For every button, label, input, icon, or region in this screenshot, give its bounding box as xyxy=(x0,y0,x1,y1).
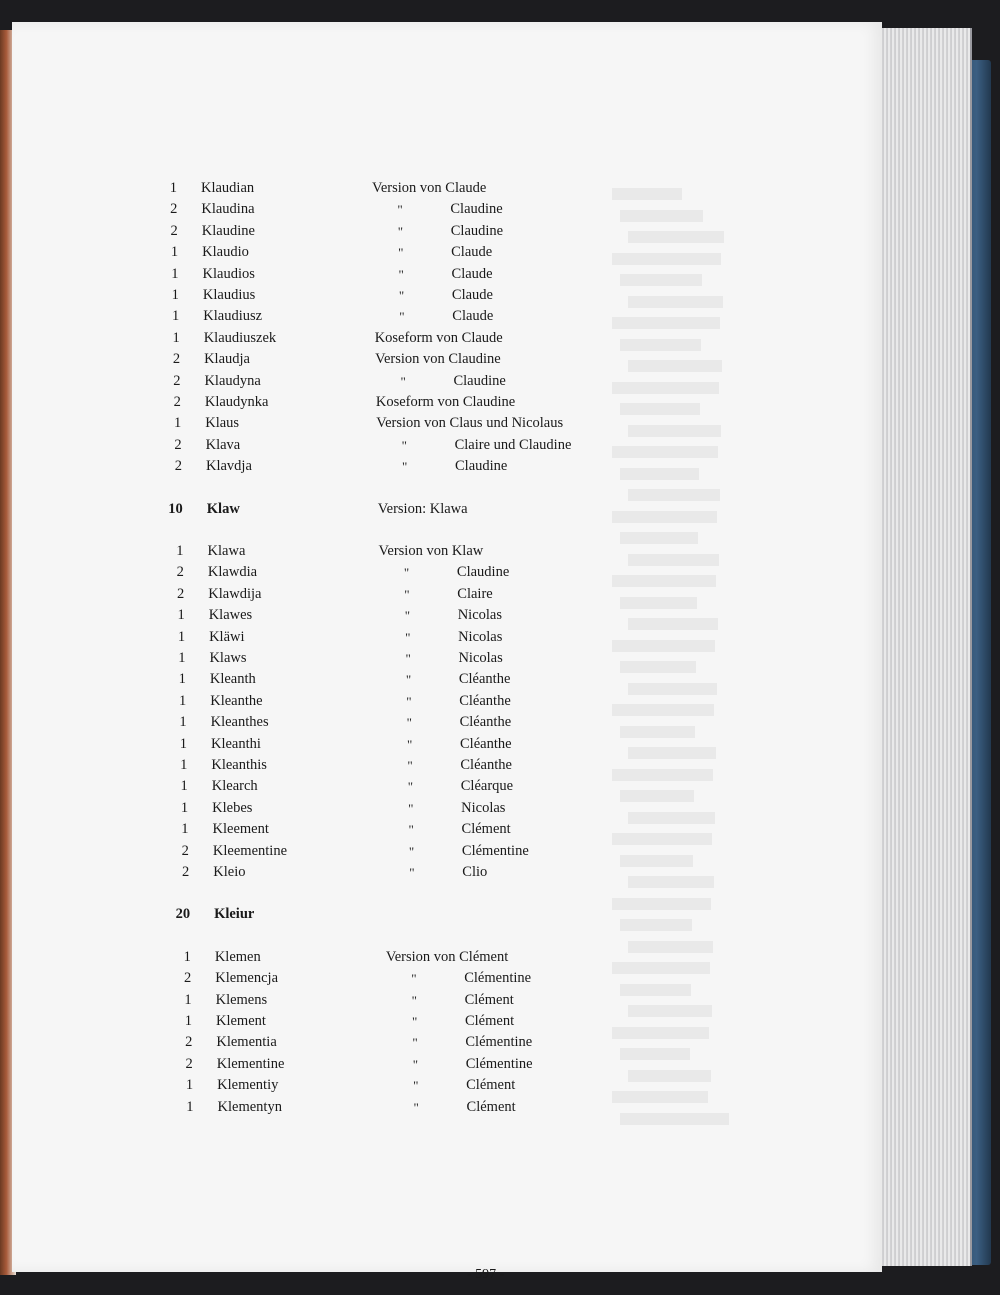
bleed-through-line xyxy=(628,618,718,630)
page-edges xyxy=(872,28,972,1266)
bleed-through-line xyxy=(620,855,693,867)
bleed-through-line xyxy=(628,231,724,243)
entry-name: Klaudiusz xyxy=(203,308,263,325)
bleed-through-line xyxy=(628,489,720,501)
bleed-through-line xyxy=(612,511,717,523)
ditto-mark: " xyxy=(399,309,405,325)
bleed-through-line xyxy=(612,833,712,845)
ditto-mark: " xyxy=(408,822,414,838)
ditto-mark: " xyxy=(398,288,405,303)
entry-description: Claudine xyxy=(453,372,506,389)
entry-count: 1 xyxy=(170,244,179,261)
entry-name: Klearch xyxy=(211,778,258,795)
entry-name: Klawes xyxy=(208,607,253,624)
entry-description: Claudine xyxy=(455,458,508,475)
entry-name: Klawa xyxy=(207,543,246,559)
entry-name: Klemens xyxy=(215,991,268,1008)
entry-description: Claire xyxy=(457,585,493,602)
ditto-mark: " xyxy=(397,202,403,218)
entry-description: Claudine xyxy=(450,201,503,218)
ditto-mark: " xyxy=(405,629,411,645)
entry-description: Version: Klawa xyxy=(377,500,468,517)
entry-description: Version von Claude xyxy=(372,180,487,196)
entry-count: 1 xyxy=(171,265,179,282)
entry-count: 1 xyxy=(178,692,187,709)
entry-name: Klaws xyxy=(209,650,247,666)
entry-name: Klawdia xyxy=(207,564,258,581)
entry-name: Klebes xyxy=(212,799,253,816)
ditto-mark: " xyxy=(405,651,411,666)
bleed-through-line xyxy=(620,984,691,996)
ditto-mark: " xyxy=(411,1014,418,1029)
entry-description: Clémentine xyxy=(464,970,532,987)
entry-description: Claude xyxy=(451,265,493,282)
entry-count: 1 xyxy=(179,714,187,731)
book-page xyxy=(12,22,882,1282)
ditto-mark: " xyxy=(402,459,408,475)
bleed-through-line xyxy=(628,941,713,953)
ditto-mark: " xyxy=(404,608,410,624)
entry-description: Clémentine xyxy=(465,1034,533,1051)
entry-name: Klemen xyxy=(214,948,261,965)
entry-description: Clément xyxy=(464,991,514,1008)
bleed-through-line xyxy=(628,683,717,695)
entry-name: Klaudiuszek xyxy=(203,329,277,346)
bleed-through-line xyxy=(628,876,714,888)
entry-description: Version von Claus und Nicolaus xyxy=(376,415,564,432)
ditto-mark: " xyxy=(404,586,410,602)
ditto-mark: " xyxy=(408,843,415,859)
entry-description: Claude xyxy=(451,287,493,303)
entry-count: 2 xyxy=(172,351,181,368)
entry-description: Clément xyxy=(466,1098,516,1115)
bleed-through-line xyxy=(628,812,715,824)
entry-description: Cléanthe xyxy=(458,671,511,688)
bleed-through-line xyxy=(612,704,714,716)
bleed-through-line xyxy=(620,210,703,222)
entry-name: Klaudios xyxy=(202,265,255,282)
bleed-through-line xyxy=(620,790,694,802)
entry-description: Nicolas xyxy=(458,650,503,666)
entry-count: 20 xyxy=(175,906,191,923)
ditto-mark: " xyxy=(411,992,417,1008)
entry-name: Kleementine xyxy=(212,842,288,859)
entry-description: Version von Klaw xyxy=(378,543,484,559)
entry-count: 2 xyxy=(173,394,181,410)
entry-count: 1 xyxy=(181,821,189,838)
entry-count: 2 xyxy=(170,201,178,218)
entry-count: 10 xyxy=(168,500,183,517)
entry-name: Klaudius xyxy=(202,287,256,303)
entry-count: 2 xyxy=(177,585,185,602)
bleed-through-line xyxy=(612,898,711,910)
bleed-through-line xyxy=(612,575,716,587)
entry-count: 1 xyxy=(183,948,191,965)
entry-count: 2 xyxy=(174,436,182,453)
entry-name: Klaudynka xyxy=(204,394,269,410)
entry-description: Cléanthe xyxy=(460,757,512,773)
ditto-mark: " xyxy=(398,266,404,282)
ditto-mark: " xyxy=(400,373,406,389)
bleed-through-line xyxy=(612,1091,708,1103)
entry-count: 2 xyxy=(174,458,182,475)
bleed-through-line xyxy=(620,1048,690,1060)
entry-name: Kläwi xyxy=(209,628,245,645)
bleed-through-line xyxy=(628,296,723,308)
ditto-mark: " xyxy=(412,1035,418,1051)
entry-count: 2 xyxy=(185,1034,193,1051)
entry-name: Klementine xyxy=(216,1055,285,1072)
bleed-through-line xyxy=(612,962,710,974)
bleed-through-line xyxy=(620,532,698,544)
entry-description: Clémentine xyxy=(465,1055,533,1072)
entry-count: 1 xyxy=(177,628,186,645)
bleed-through-line xyxy=(620,339,701,351)
entry-description: Cléarque xyxy=(460,778,514,795)
page-number: - 597 - xyxy=(467,1267,505,1282)
entry-name: Klava xyxy=(205,436,241,453)
bleed-through-line xyxy=(612,446,718,458)
entry-count: 2 xyxy=(185,1055,193,1072)
entry-description: Clément xyxy=(466,1077,516,1094)
ditto-mark: " xyxy=(407,758,413,773)
ditto-mark: " xyxy=(398,245,404,261)
entry-count: 1 xyxy=(179,735,187,752)
bleed-through-line xyxy=(612,382,719,394)
bleed-through-line xyxy=(612,253,721,265)
entry-name: Klaudian xyxy=(201,180,255,196)
entry-count: 1 xyxy=(171,287,179,303)
entry-count: 2 xyxy=(173,372,181,389)
bleed-through-line xyxy=(612,769,713,781)
entry-name: Kleanth xyxy=(209,671,256,688)
ditto-mark: " xyxy=(406,693,412,709)
entry-count: 1 xyxy=(184,991,192,1008)
entry-name: Klaudja xyxy=(204,351,250,368)
entry-count: 2 xyxy=(176,564,184,581)
entry-description: Nicolas xyxy=(461,799,506,816)
bleed-through-line xyxy=(620,1113,729,1125)
entry-count: 1 xyxy=(178,650,186,666)
entry-description: Claude xyxy=(452,308,494,325)
entry-name: Kleanthi xyxy=(211,735,261,752)
ditto-mark: " xyxy=(407,779,414,795)
bleed-through-line xyxy=(620,274,702,286)
entry-name: Kleiur xyxy=(214,906,255,923)
entry-count: 1 xyxy=(180,778,188,795)
bleed-through-line xyxy=(628,554,719,566)
bleed-through-line xyxy=(612,317,720,329)
entry-name: Kleanthe xyxy=(210,692,263,709)
entry-description: Clément xyxy=(464,1013,515,1029)
ditto-mark: " xyxy=(411,971,417,987)
entry-name: Kleement xyxy=(212,821,269,838)
entry-name: Klaudina xyxy=(201,201,255,218)
ditto-mark: " xyxy=(397,223,404,239)
bleed-through-line xyxy=(628,1005,712,1017)
entry-name: Klement xyxy=(215,1013,266,1029)
bleed-through-line xyxy=(620,597,697,609)
entry-description: Clémentine xyxy=(461,842,529,859)
entry-name: Klaus xyxy=(205,415,240,432)
entry-description: Koseform von Claudine xyxy=(375,394,516,410)
ditto-mark: " xyxy=(401,437,407,453)
entry-name: Kleio xyxy=(213,864,246,880)
ditto-mark: " xyxy=(412,1056,419,1072)
entry-count: 2 xyxy=(182,864,190,880)
entry-description: Nicolas xyxy=(458,628,503,645)
entry-count: 1 xyxy=(169,180,177,196)
entry-description: Claudine xyxy=(456,564,510,581)
entry-name: Klaudio xyxy=(202,244,249,261)
entry-description: Version von Claudine xyxy=(375,351,501,368)
bleed-through-line xyxy=(612,1027,709,1039)
entry-description: Claude xyxy=(451,244,493,261)
bleed-through-line xyxy=(628,360,722,372)
entry-name: Klementia xyxy=(216,1034,277,1051)
ditto-mark: " xyxy=(405,672,412,688)
entry-description: Claire und Claudine xyxy=(454,436,572,453)
bleed-through-line xyxy=(628,747,716,759)
entry-description: Cléanthe xyxy=(459,692,511,709)
bleed-through-line xyxy=(620,919,692,931)
entry-count: 2 xyxy=(181,842,189,859)
entry-count: 1 xyxy=(173,415,182,432)
entry-description: Nicolas xyxy=(457,607,502,624)
bleed-through-line xyxy=(628,1070,711,1082)
bleed-through-line xyxy=(620,661,696,673)
entry-name: Klawdija xyxy=(208,585,262,602)
entry-name: Klementiy xyxy=(217,1077,279,1094)
entry-name: Klaudyna xyxy=(204,372,261,389)
entry-description: Cléanthe xyxy=(459,714,512,731)
entry-count: 1 xyxy=(172,329,180,346)
ditto-mark: " xyxy=(407,736,413,752)
bleed-through-line xyxy=(620,403,700,415)
entry-count: 1 xyxy=(184,1013,192,1029)
bleed-through-line xyxy=(620,726,695,738)
entry-count: 2 xyxy=(183,970,192,987)
bleed-through-line xyxy=(612,640,715,652)
bleed-through-line xyxy=(628,425,721,437)
entry-name: Kleanthis xyxy=(211,757,267,773)
entry-count: 2 xyxy=(170,222,178,239)
entry-name: Kleanthes xyxy=(210,714,269,731)
entry-count: 1 xyxy=(180,757,188,773)
entry-description: Clément xyxy=(461,821,511,838)
entry-count: 1 xyxy=(186,1098,194,1115)
bleed-through-line xyxy=(612,188,682,200)
entry-name: Klavdja xyxy=(206,458,252,475)
entry-count: 1 xyxy=(172,308,180,325)
ditto-mark: " xyxy=(413,1078,419,1094)
entry-name: Klaudine xyxy=(201,222,255,239)
entry-count: 1 xyxy=(180,799,189,816)
entry-description: Koseform von Claude xyxy=(374,329,503,346)
entry-count: 1 xyxy=(176,543,184,559)
ditto-mark: " xyxy=(403,565,410,581)
bleed-through-line xyxy=(620,468,699,480)
entry-description: Claudine xyxy=(450,222,504,239)
entry-name: Klemencja xyxy=(215,970,279,987)
entry-description: Version von Clément xyxy=(385,948,509,965)
ditto-mark: " xyxy=(408,800,414,816)
entry-count: 1 xyxy=(178,671,186,688)
entry-description: Clio xyxy=(462,864,488,880)
ditto-mark: " xyxy=(409,865,415,880)
entry-count: 1 xyxy=(185,1077,194,1094)
entry-description: Cléanthe xyxy=(460,735,512,752)
entry-name: Klementyn xyxy=(217,1098,282,1115)
entry-count: 1 xyxy=(177,607,185,624)
entry-name: Klaw xyxy=(206,500,240,517)
ditto-mark: " xyxy=(413,1099,419,1115)
ditto-mark: " xyxy=(406,715,412,731)
